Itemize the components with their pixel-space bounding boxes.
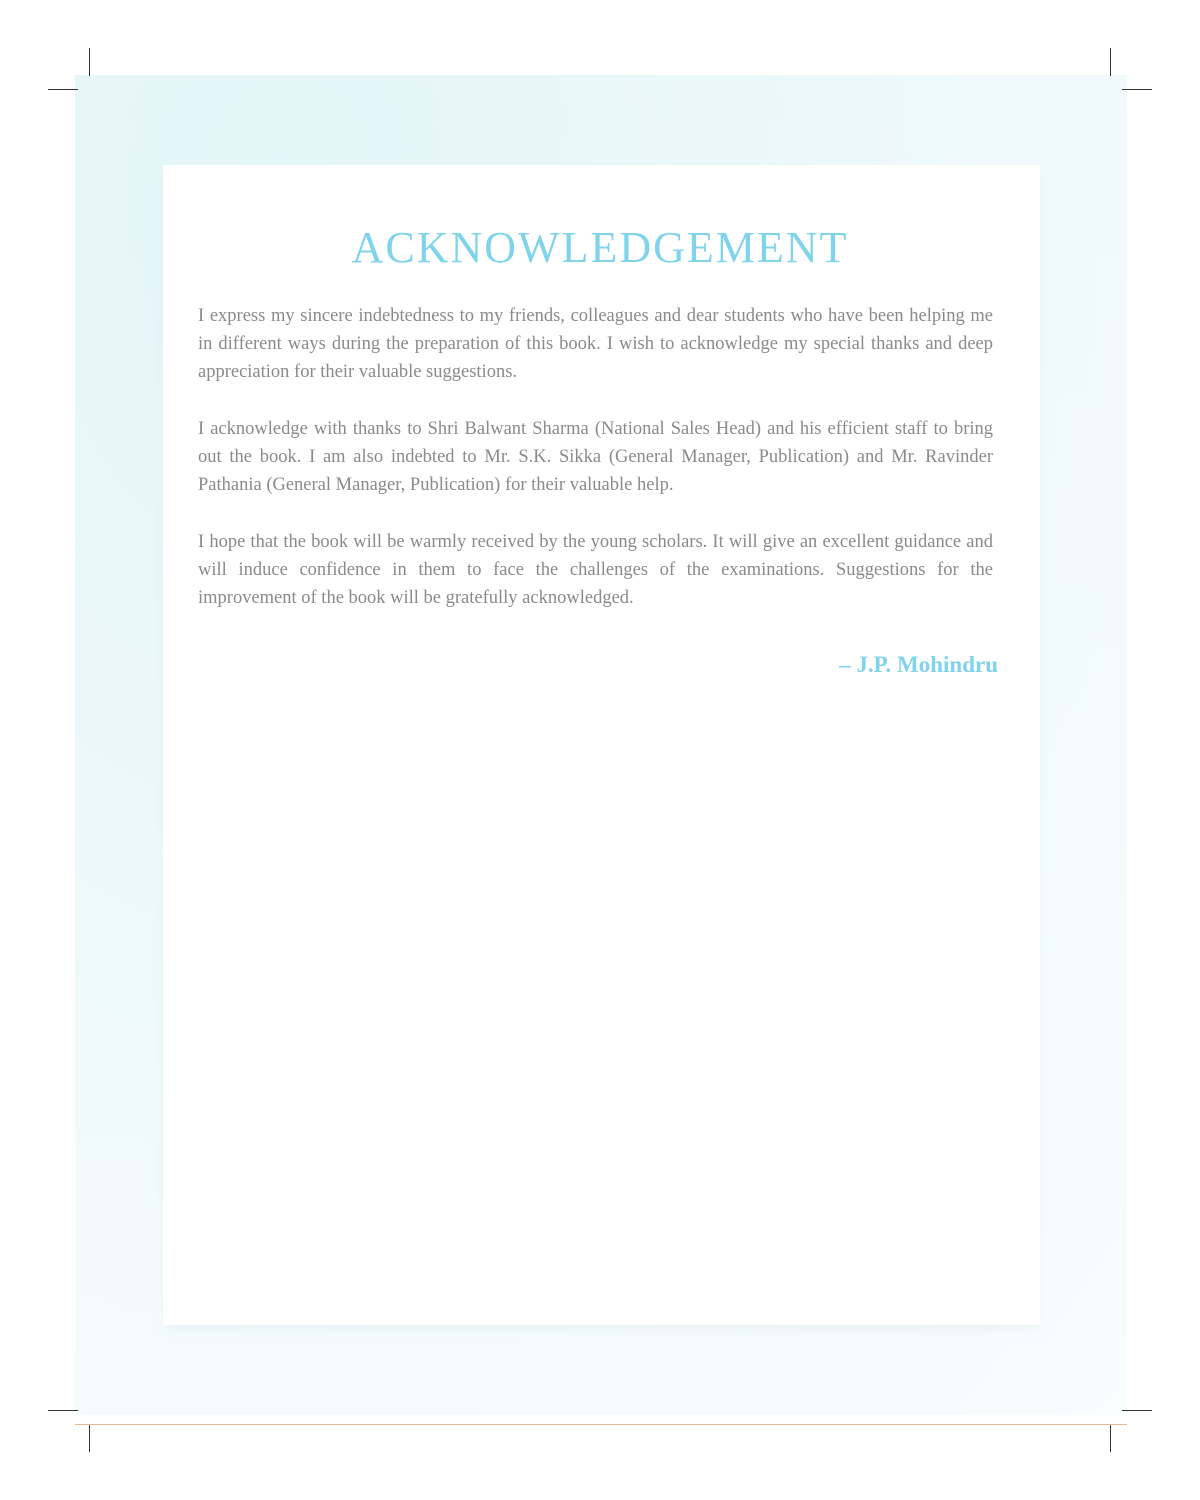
crop-mark-top-right-vertical [1110, 48, 1111, 76]
crop-mark-top-left-horizontal [48, 89, 78, 90]
paragraph-indebtedness: I express my sincere indebtedness to my friends, colleagues and dear students who have been helping me in different ways during the preparation of this book. I wish to acknowledge my special thanks and deep appreciation for their valuable suggestions. [198, 306, 993, 382]
acknowledgement-body [198, 302, 993, 641]
author-signature: – J.P. Mohindru [839, 652, 998, 677]
crop-mark-bottom-left-horizontal [48, 1410, 78, 1411]
crop-mark-top-right-horizontal [1122, 89, 1152, 90]
crop-mark-bottom-right-horizontal [1122, 1410, 1152, 1411]
crop-mark-bottom-right-vertical [1110, 1424, 1111, 1452]
paragraph-thanks-staff: I acknowledge with thanks to Shri Balwant Sharma (National Sales Head) and his efficient staff to bring out the book. I am also indebted to Mr. S.K. Sikka (General Manager, Publication) and Mr. Ravinder Pathania (General Manager, Publication) for their valuable help. [198, 419, 993, 495]
paragraph-hope: I hope that the book will be warmly received by the young scholars. It will give an excellent guidance and will induce confidence in them to face the challenges of the examinations. Suggestions for the improvement of the book will be gratefully acknowledged. [198, 532, 993, 608]
crop-mark-top-left-vertical [89, 48, 90, 76]
page-title: ACKNOWLEDGEMENT [351, 223, 849, 272]
bottom-trim-rule [75, 1424, 1127, 1425]
crop-mark-bottom-left-vertical [89, 1424, 90, 1452]
